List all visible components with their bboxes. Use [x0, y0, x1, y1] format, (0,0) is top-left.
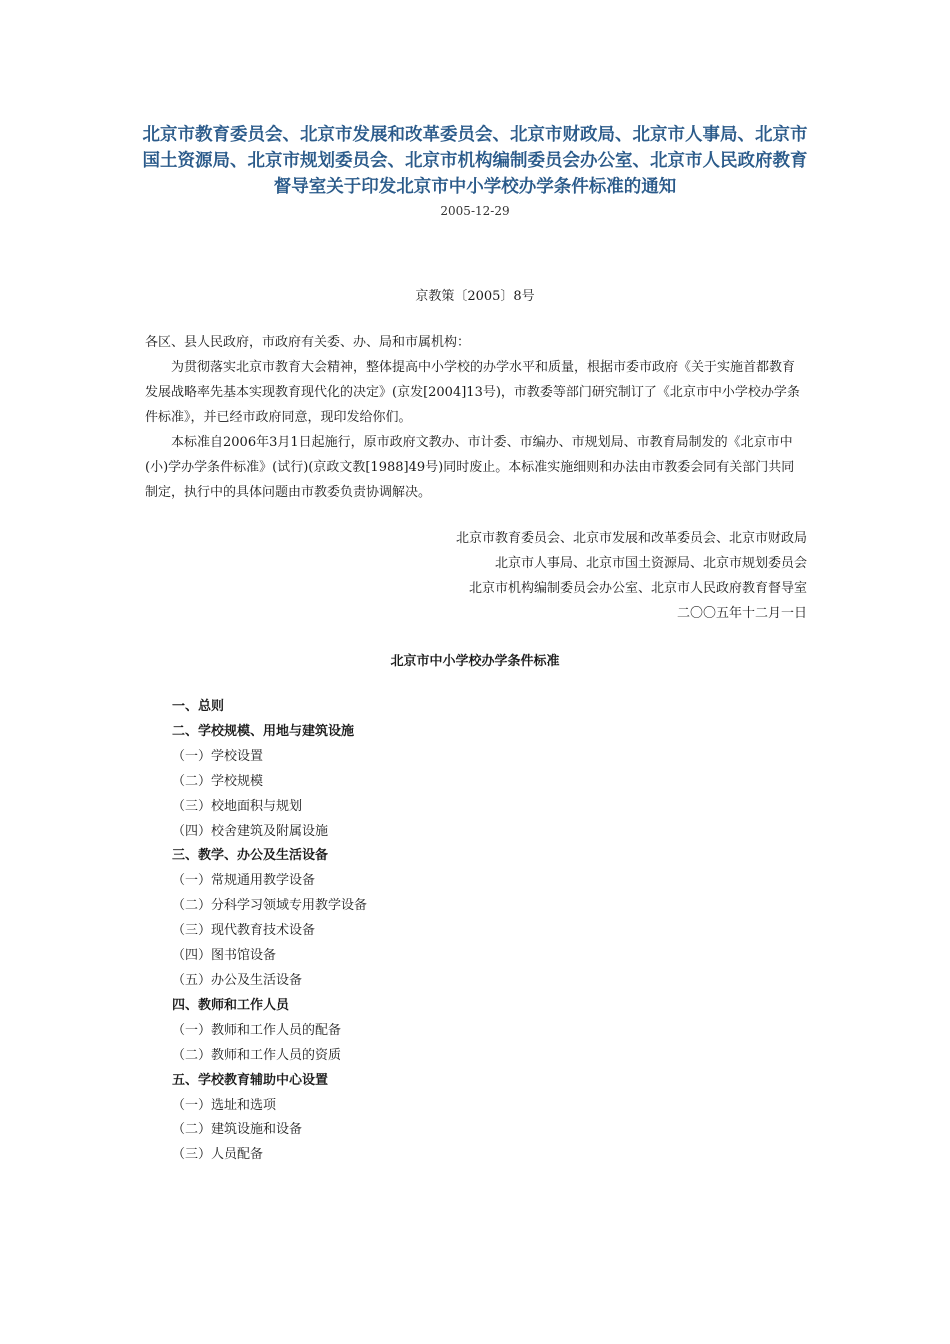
toc-subsection: （一）常规通用教学设备	[172, 873, 316, 889]
standard-title: 北京市中小学校办学条件标准	[390, 654, 560, 669]
notice-title: 北京市教育委员会、北京市发展和改革委员会、北京市财政局、北京市人事局、北京市国土资源局、北京市规划委员会、北京市机构编制委员会办公室、北京市人民政府教育督导室关于印发北京市中小学校办学条件标准的通知	[142, 125, 808, 197]
toc-subsection: （二）学校规模	[172, 773, 264, 789]
toc-section-heading: 二、学校规模、用地与建筑设施	[172, 723, 355, 739]
toc-subsection: （五）办公及生活设备	[172, 972, 303, 988]
toc-subsection: （二）建筑设施和设备	[172, 1122, 303, 1138]
toc-subsection: （四）校舍建筑及附属设施	[172, 823, 329, 839]
toc-subsection: （四）图书馆设备	[172, 948, 277, 964]
notice-body	[145, 330, 807, 505]
signatory-line: 北京市人事局、北京市国土资源局、北京市规划委员会	[494, 556, 807, 571]
toc-subsection: （三）现代教育技术设备	[172, 923, 316, 939]
toc-subsection: （二）教师和工作人员的资质	[172, 1047, 342, 1063]
notice-date: 2005-12-29	[440, 204, 510, 218]
toc-subsection: （一）学校设置	[172, 748, 264, 764]
toc-section-heading: 一、总则	[172, 699, 225, 714]
paragraph: 为贯彻落实北京市教育大会精神，整体提高中小学校的办学水平和质量，根据市委市政府《关于实施首都教育发展战略率先基本实现教育现代化的决定》(京发[2004]13号)，市教委等部门研究制订了《北京市中小学校办学条件标准》，并已经市政府同意，现印发给你们。	[145, 360, 800, 425]
signature-block	[307, 526, 807, 626]
toc-subsection: （一）教师和工作人员的配备	[172, 1022, 342, 1038]
toc-subsection: （三）人员配备	[172, 1147, 264, 1163]
signature-date: 二〇〇五年十二月一日	[676, 606, 807, 621]
paragraph: 本标准自2006年3月1日起施行，原市政府文教办、市计委、市编办、市规划局、市教育局制发的《北京市中(小)学办学条件标准》(试行)(京政文教[1988]49号)同时废止。本标准实施细则和办法由市教委会同有关部门共同制定，执行中的具体问题由市教委负责协调解决。	[145, 435, 795, 500]
toc-subsection: （二）分科学习领域专用教学设备	[172, 898, 368, 914]
salutation: 各区、县人民政府，市政府有关委、办、局和市属机构：	[145, 335, 471, 350]
signatory-line: 北京市教育委员会、北京市发展和改革委员会、北京市财政局	[455, 531, 807, 546]
toc-subsection: （三）校地面积与规划	[172, 798, 303, 814]
toc-section-heading: 五、学校教育辅助中心设置	[172, 1072, 329, 1088]
table-of-contents	[172, 695, 672, 1168]
signatory-line: 北京市机构编制委员会办公室、北京市人民政府教育督导室	[468, 581, 807, 596]
document-number: 京教策〔2005〕8号	[415, 289, 535, 304]
toc-section-heading: 四、教师和工作人员	[172, 997, 290, 1013]
toc-subsection: （一）选址和选项	[172, 1097, 277, 1113]
toc-section-heading: 三、教学、办公及生活设备	[172, 848, 329, 864]
